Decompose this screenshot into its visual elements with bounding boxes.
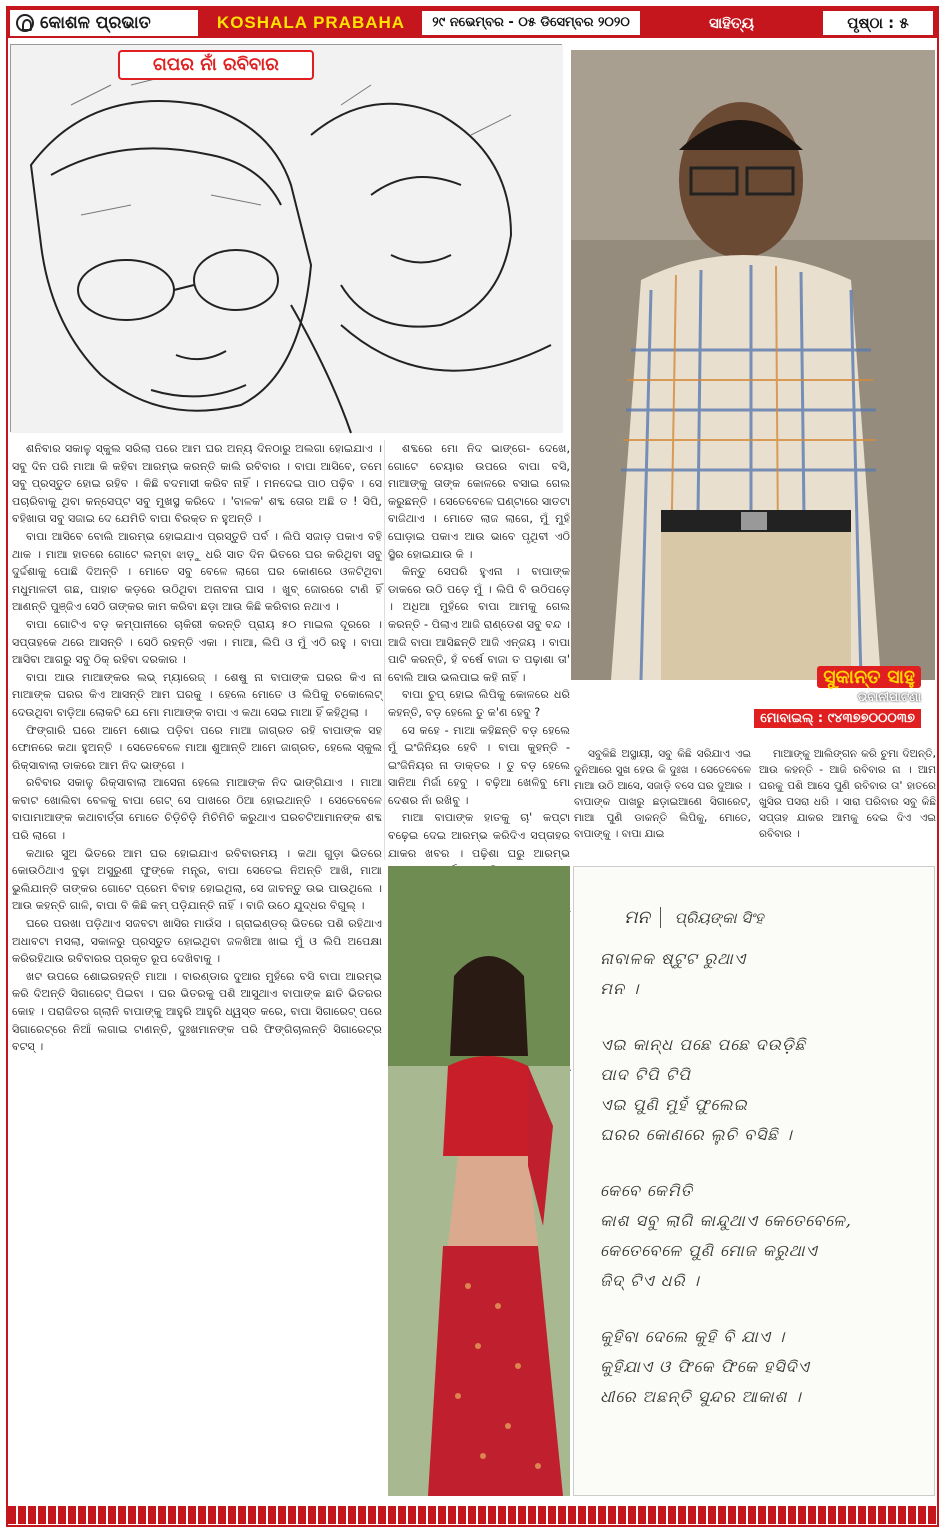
poem-header (624, 907, 916, 928)
author-place: ଭବାନୀପାଟଣା (857, 690, 921, 704)
masthead (8, 8, 937, 38)
poem-line: ମନ । (600, 979, 640, 998)
poem-line: ନାବାଳକ ଷ୍ଟୁଟ ରୁଥାଏ (600, 949, 746, 968)
paragraph: ଫିଙ୍ଗାରି ଘରେ ଆମେ ଶୋଇ ପଡ଼ିବା ପରେ ମାଆ ଜାଗ୍ରତ ରହି ବାପାଙ୍କ ସହ ଫୋନରେ କଥା ହୁଅନ୍ତି । ସେତେବେଳେ ମାଆ ଶୁଆନ୍ତି ଆମେ ଜାଗ୍ରତ, ହେଲେ ସ୍କୁଲ ରିକ୍ସାବାଲା ଡାକରେ ଆମ ନିଦ ଭାଙ୍ଗେ । (12, 723, 382, 772)
woman-in-saree-picture (388, 866, 570, 1496)
paragraph: ବାପା ଚୁପ୍ ହୋଇ ଲିପିକୁ କୋଳରେ ଧରି କହନ୍ତି, ବଡ଼ ହେଲେ ତୁ କ'ଣ ହେବୁ ? (388, 688, 570, 719)
author-photo (571, 50, 935, 680)
poem-line: କୁହିଯାଏ ଓ ଫିକେ ଫିକେ ହସିଦିଏ (600, 1357, 810, 1376)
poem-title: ମନ (624, 907, 661, 928)
author-byline (571, 660, 935, 744)
paragraph: ଘରେ ପରଖା ପଡ଼ିଥାଏ ସଜବଟା ଖାସିର ମାଉଁସ । ଗ୍ରାଇଣ୍ଡର୍ ଭିତରେ ପଶି ରହିଥାଏ ଅଧାବଟା ମସଲା, ସକାଳରୁ ପ୍ରସ୍ତୁତ ହୋଇଥିବା ଜଳଖିଆ ଖାଇ ମୁଁ ଓ ଲିପି ଅପେକ୍ଷା କରିରହିଥାଉ ରବିବାରର ପ୍ରକୃତ ରୂପ ଦେଖିବାକୁ । (12, 917, 382, 966)
paragraph: ରବିବାର ସକାଳୁ ରିକ୍ସାବାଲା ଆସେନା ହେଲେ ମାଆଙ୍କ ନିଦ ଭାଙ୍ଗିଯାଏ । ମାଆ କବାଟ ଖୋଲିବା ବେଳକୁ ବାପା ଗେଟ୍ ସେ ପାଖରେ ଠିଆ ହୋଇଥାନ୍ତି । ସେତେବେଳେ ବାପାମାଆଙ୍କ କଥାବାର୍ତ୍ତା ମୋତେ ଚିଡ଼ିଚିଡ଼ି ମିଚିମିଚି କରୁଥାଏ ଘରଚଟିଆମାନଙ୍କ ଶବ୍ଦ ପରି ଲାଗେ । (12, 776, 382, 843)
story-column-2 (388, 440, 570, 860)
english-masthead: KOSHALA PRABAHA (216, 13, 406, 32)
paragraph: ଖଟ ଉପରେ ଶୋଇରହନ୍ତି ମାଆ । ବାରଣ୍ଡାର ଦୁଆର ମୁହଁରେ ବସି ବାପା ଆରମ୍ଭ କରି ଦିଅନ୍ତି ସିଗାରେଟ୍ ପିଇବା । ଘର ଭିତରକୁ ପଶି ଆସୁଥାଏ ବାପାଙ୍କ ଛାତି ଭିତରର କୋହ । ପରାଜିତର ଗ୍ଲାନି ବାପାଙ୍କୁ ଆହୁରି ଆହୁରି ଧ୍ୱସ୍ତ କରେ, ବାପା ସିଗାରେଟ୍ ପରେ ସିଗାରେଟ୍‌ରେ ନିଆଁ ଲଗାଇ ଟାଣନ୍ତି, ଦୁଃଖମାନଙ୍କ ପରି ଫିଙ୍ଗିଚାଲନ୍ତି ସିଗାରେଟ୍‌ର ବଟସ୍ । (12, 969, 382, 1054)
author-phone: ମୋବାଇଲ୍ : ୯୪୩୭୭୦୦୦୩୭ (754, 709, 921, 728)
poem-line: ଧୀରେ ଅଛନ୍ତି ସୁନ୍ଦର ଆକାଶ । (600, 1387, 802, 1406)
issue-date: ୨୯ ନଭେମ୍ବର - ୦୫ ଡିସେମ୍ବର ୨୦୨୦ (422, 11, 640, 35)
model-photo (388, 866, 570, 1496)
poem-line: କେବେ କେମିତି (600, 1181, 694, 1200)
poem-line: କାଶ ସବୁ ଲାଗି କାନ୍ଦୁଥାଏ କେତେବେଳେ, (600, 1211, 852, 1230)
poem-line: କେତେବେଳେ ପୁଣି ମୋଜ କରୁଥାଏ (600, 1241, 818, 1260)
author-name: ସୁକାନ୍ତ ସାହୁ (817, 666, 921, 688)
paragraph: ବାପା ଆଉ ମାଆଙ୍କର ଲଭ୍ ମ୍ୟାରେଜ୍ । ଶେଷୁ ନା ବାପାଙ୍କ ଘରର କିଏ ନା ମାଆଙ୍କ ଘରର କିଏ ଆସନ୍ତି ଆମ ଘରକୁ । ହେଲେ ମୋତେ ଓ ଲିପିକୁ ଚକୋଲେଟ୍ ଦେଉଥିବା ବାଡ଼ିଆ ଲୋକଟି ଯେ ମୋ ମାଆଙ୍କ ବାପା ଏ କଥା ସେଇ ମାଆ ହିଁ କହିଥିଲା । (12, 670, 382, 719)
paragraph: ବାପା ଆସିବେ ବୋଲି ଆରମ୍ଭ ହୋଇଯାଏ ପ୍ରସ୍ତୁତି ପର୍ବ । ଲିପି ସଜାଡ଼ ପକାଏ ବହି ଥାକ । ମାଆ ହାତରେ ଗୋଟେ ଲମ୍ବା ଝାଡ଼ୁ ଧରି ସାତ ଦିନ ଭିତରେ ଘର କରିଥିବା ସବୁ ଦୁର୍ଦ୍ଦଶାକୁ ପୋଛି ଦିଅନ୍ତି । ମୋତେ ସବୁ ବେଳେ ଲାଗେ ଘର କୋଣରେ ଓଳଟିଥିବା ମଧୁମାଳତୀ ଗଛ, ପାହାଚ କଡ଼ରେ ଉଠିଥିବା ଅନାବନା ଘାସ । ଖୁବ୍ ଜୋରରେ ଟାଣି ହିଁ ଆଣନ୍ତି ପୁଞ୍ଜିଏ ସେଠି ତାଙ୍କର କାମ କରିବା ଛଡ଼ା ଆଉ କିଛି କରିବାର ନଥାଏ । (12, 529, 382, 614)
story-bottom-continuation (574, 746, 936, 858)
column-divider (384, 440, 385, 860)
paragraph: ଶବ୍ଦରେ ମୋ ନିଦ ଭାଙ୍ଗେ- ଦେଖେ, ଗୋଟେ ଚେୟାର ଉପରେ ବାପା ବସି, ମାଆଙ୍କୁ ତାଙ୍କ କୋଳରେ ବସାଇ ଗେଲ କରୁଛନ୍ତି । ସେତେବେଳେ ଘଣ୍ଟାରେ ସାତଟା ବାଜିଥାଏ । ମୋତେ ଲାଜ ଲାଗେ, ମୁଁ ମୁହଁ ଘୋଡ଼ାଇ ପକାଏ ଆଉ ଭାବେ ପୃଥିବୀ ଏଠି ସ୍ଥିର ହୋଇଯାଉ କି । (388, 442, 570, 561)
poem-line: ପାଦ ଟିପି ଟିପି (600, 1065, 691, 1084)
poem-line: କୁହିବା ଦେଲେ କୁହି ବି ଯାଏ । (600, 1327, 786, 1346)
poem-author: ପ୍ରିୟଙ୍କା ସିଂହ (674, 909, 764, 927)
paragraph: ସେ କହେ - ମାଆ କହିଛନ୍ତି ବଡ଼ ହେଲେ ମୁଁ ଇଂଜିନିୟର ହେବି । ବାପା କୁହନ୍ତି - ଇଂଜିନିୟର ନା ଡାକ୍ତର । ତୁ ବଡ଼ ହେଲେ ସାନିଆ ମିର୍ଜା ହେବୁ । ବଢ଼ିଆ ଖେଳିବୁ ମୋ ଦେଶର ନାଁ ରଖିବୁ । (388, 723, 570, 807)
section-name: ସାହିତ୍ୟ (708, 14, 754, 32)
paragraph: କିନ୍ତୁ ସେପରି ହୁଏନା । ବାପାଙ୍କ ଡାକରେ ଉଠି ପଡ଼େ ମୁଁ । ଲିପି ବି ଉଠିପଡ଼େ । ଅଧିଆ ମୁହଁରେ ବାପା ଆମକୁ ଗେଲ କରନ୍ତି - ପିଲାଏ ଆଜି ରାଣ୍ଡେଶ ସବୁ ବନ୍ଦ । ଆଜି ବାପା ଆସିଛନ୍ତି ଆଜି ଏନ୍‌ଜୟ । ବାପା ପାଟି କରନ୍ତି, ହଁ ବର୍ଷେ ବାଜା ତ ପଢ଼ାଶା ତା' ବୋଲି ଆଉ ଭଲପାଇ କହି ନାହିଁ । (388, 565, 570, 684)
poem-card (573, 866, 935, 1496)
author-portrait (571, 50, 935, 680)
story-illustration (10, 44, 562, 432)
paragraph: ବାପା ଗୋଟିଏ ବଡ଼ କମ୍ପାନୀରେ ଚାକିରୀ କରନ୍ତି ପ୍ରାୟ ୫୦ ମାଇଲ ଦୂରରେ । ସପ୍ତାହକେ ଥରେ ଆସନ୍ତି । ସେଠି ରହନ୍ତି ଏକା । ମାଆ, ଲିପି ଓ ମୁଁ ଏଠି ରହୁ । ବାପା ଆସିବା ଆଗରୁ ସବୁ ଠିକ୍ ରହିବା ଦରକାର । (12, 617, 382, 667)
poem-line: ଘରର କୋଣରେ ଲୁଚି ବସିଛି । (600, 1125, 793, 1144)
poem-line: ଜିଦ୍ ଟିଏ ଧରି । (600, 1271, 700, 1290)
emblem-icon (16, 14, 34, 32)
page-number: ପୃଷ୍ଠା : ୫ (823, 11, 933, 35)
paragraph: ଶନିବାର ସକାଳୁ ସ୍କୁଲ ସରିଲା ପରେ ଆମ ଘର ଅନ୍ୟ ଦିନଠାରୁ ଅଲଗା ହୋଇଯାଏ । ସବୁ ଦିନ ପରି ମାଆ କି କହିବା ଆରମ୍ଭ କରନ୍ତି କାଲି ରବିବାର । ବାପା ଆସିବେ, ତମେ ସବୁ ପ୍ରସ୍ତୁତ ହୋଇ ରହିବ । କିଛି ବଦମାସୀ କରିବ ନାହିଁ । ମନଦେଇ ପାଠ ପଢ଼ିବ । ସେ ପଚାରିବାକୁ ଥିବା କନ୍‌ସେପ୍ଟ ସବୁ ମୁଖସ୍ଥ କରିଦେ । 'ବାଳକ' ଶବ୍ଦ ତୋର ଅଛି ତ ! ସିପି, ବହିଖାତା ସବୁ ସଜାଇ ଦେ ଯେମିତି ବାପା ବିରକ୍ତ ନ ହୁଅନ୍ତି । (12, 442, 382, 526)
story-column-1 (12, 440, 382, 1500)
paragraph: କଥାର ସୁଅ ଭିତରେ ଆମ ଘର ହୋଇଯାଏ ରବିବାରମୟ । କଥା ଗୁଡ଼ା ଭିତରେ କୋଉଠିଥାଏ ବୁଢ଼ା ଅସୁରୁଣୀ ଫୁଙ୍କେ ମନ୍ତ୍ର, ବାପା ସେତେଇ ନିଅନ୍ତି ଆଖି, ମାଆ ଭୁଲିଯାନ୍ତି ତାଙ୍କର ଗୋଟେ ପ୍ରେମ ବିବାହ ହୋଇଥିଲା, ସେ ଜାବନ୍ତୁ ଉଭ ପାଉଥିଲେ । ଆଉ କହନ୍ତି ଗାଳି, ବାପା ବି କିଛି କମ୍ ପଡ଼ିଯାନ୍ତି ନାହିଁ । ବାଜି ଉଠେ ଯୁଦ୍ଧର ବିଗୁଲ୍ । (12, 846, 382, 913)
sketch-illustration (11, 45, 563, 433)
paragraph: ମାଆଙ୍କୁ ଆଲିଙ୍ଗନ କରି ଚୁମା ଦିଅନ୍ତି, ଆଉ କହନ୍ତି - ଆଜି ରବିବାର ନା । ଆମ ଘରକୁ ପଶି ଆସେ ପୁଣି ରବିବାର ତା' ହାତରେ ଖୁସିର ପସରା ଧରି । ସାରା ପରିବାର ସବୁ କିଛି ସପ୍ତାହ ଯାକର ଆମକୁ ଦେଇ ଦିଏ ଏଇ ରବିବାର । (759, 748, 936, 840)
paragraph: ମାଆ ବାପାଙ୍କ ହାତକୁ ଚା' କପ୍‌ଟା ବଢ଼େଇ ଦେଇ ଆରମ୍ଭ କରିଦିଏ ସପ୍ତାହର ଯାକର ଖବର । ପଢ଼ିଶା ଘରୁ ଆରମ୍ଭ (388, 811, 570, 860)
poem-line: ଏଇ ପୁଣି ମୁହଁ ଫୁଲେଇ (600, 1095, 748, 1114)
paragraph: ସବୁକିଛି ଅସ୍ଥାୟୀ, ସବୁ କିଛି ସରିଯାଏ ଏଇ ଦୁନିଆରେ ସୁଖ ହେଉ କି ଦୁଃଖ । ସେତେବେଳେ ମାଆ ଉଠି ଆସେ, ସଜାଡ଼ି ବସେ ଘର ଦୁଆର । ବାପାଙ୍କ ପାଖରୁ ଛଡ଼ାଇଆଣେ ସିଗାରେଟ୍, ମାଆ ପୁଣି ଡାକନ୍ତି ଲିପିକୁ, ମୋତେ, ବାପାଙ୍କୁ । ବାପା ଯାଇ (574, 748, 751, 840)
decorative-border (8, 1506, 937, 1524)
logo-text: କୋଶଳ ପ୍ରଭାତ (40, 13, 151, 33)
story-title: ଗପର ନାଁ ରବିବାର (118, 50, 314, 80)
newspaper-logo (8, 8, 200, 38)
poem-line: ଏଇ କାନ୍ଧ ପଛେ ପଛେ ଦଉଡ଼ିଛି (600, 1035, 806, 1054)
